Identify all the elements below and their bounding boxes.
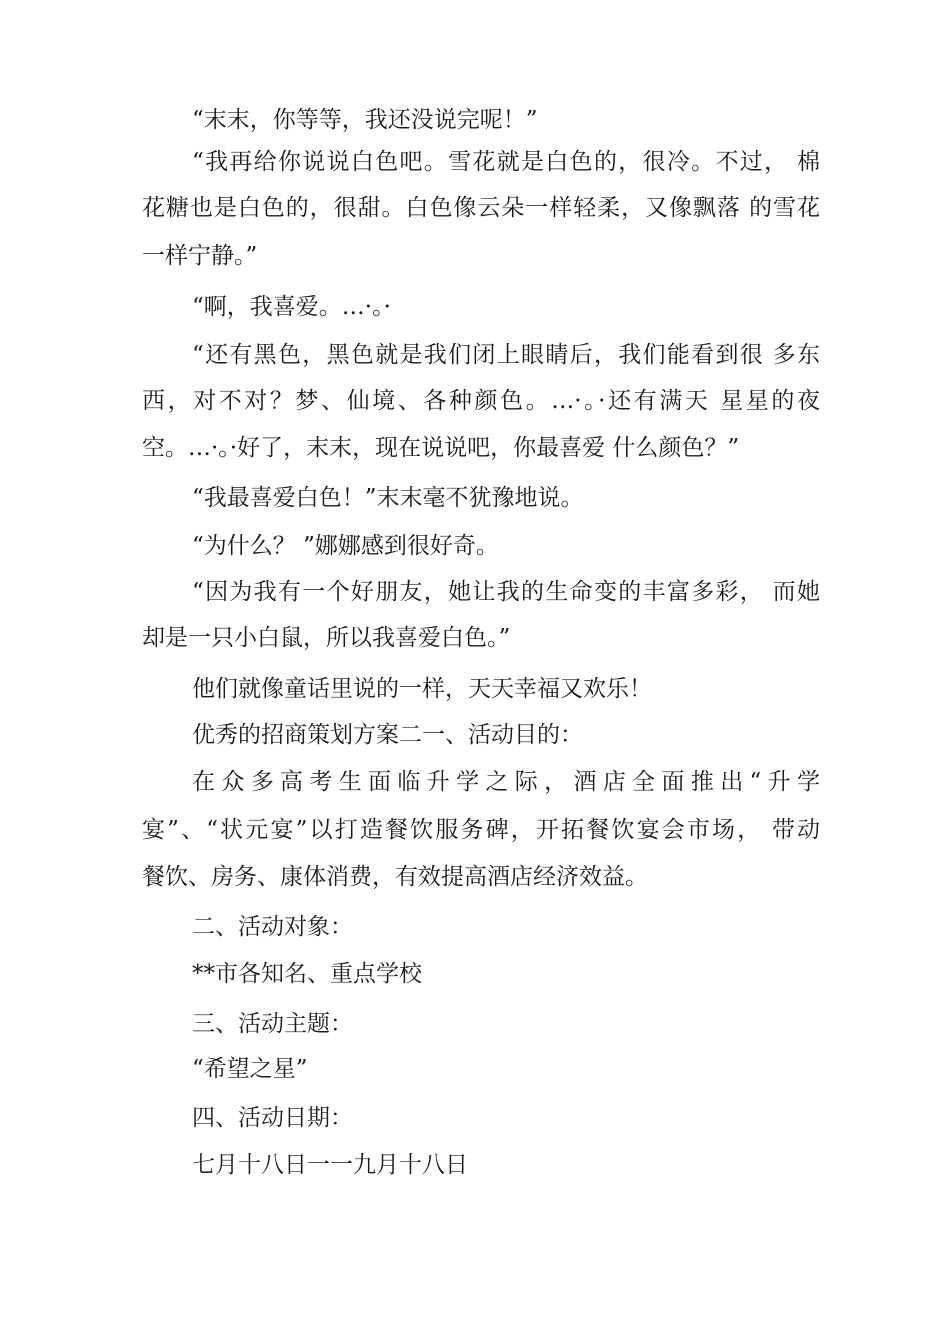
text-line: “末末，你等等，我还没说完呢！” [192,107,538,133]
text-line: 七月十八日一一九月十八日 [192,1152,468,1178]
text-line: 餐饮、房务、康体消费，有效提高酒店经济效益。 [142,864,648,890]
text-line: “还有黑色，黑色就是我们闭上眼睛后，我们能看到很 多东 [192,342,820,368]
text-line: 优秀的招商策划方案二一、活动目的： [192,722,583,748]
text-line: 二、活动对象： [192,914,353,940]
text-line: 在众多高考生面临升学之际，酒店全面推出“升学 [192,769,820,795]
text-line: 一样宁静。” [142,243,258,269]
text-line: 空。…·。·好了，末末，现在说说吧，你最喜爱 什么颜色？” [142,435,740,461]
text-line: “因为我有一个好朋友，她让我的生命变的丰富多彩， 而她 [192,579,820,605]
text-line: “我最喜爱白色！”末末毫不犹豫地说。 [192,485,584,511]
text-line: 却是一只小白鼠，所以我喜爱白色。” [142,625,511,651]
text-line: 四、活动日期： [192,1105,353,1131]
text-line: 宴”、“状元宴”以打造餐饮服务碑，开拓餐饮宴会市场， 带动 [142,817,820,843]
text-line: 花糖也是白色的，很甜。白色像云朵一样轻柔，又像飘落 的雪花 [142,195,820,221]
text-line: “为什么？ ”娜娜感到很好奇。 [192,533,499,559]
text-line: 他们就像童话里说的一样，天天幸福又欢乐！ [192,676,652,702]
text-line: **市各知名、重点学校 [192,961,422,987]
text-line: “啊，我喜爱。…·。· [192,294,391,320]
text-line: “我再给你说说白色吧。雪花就是白色的，很冷。不过， 棉 [192,149,820,175]
text-line: “希望之星” [192,1056,308,1082]
text-line: 三、活动主题： [192,1011,353,1037]
text-line: 西，对不对？梦、仙境、各种颜色。…·。·还有满天 星星的夜 [142,388,820,414]
